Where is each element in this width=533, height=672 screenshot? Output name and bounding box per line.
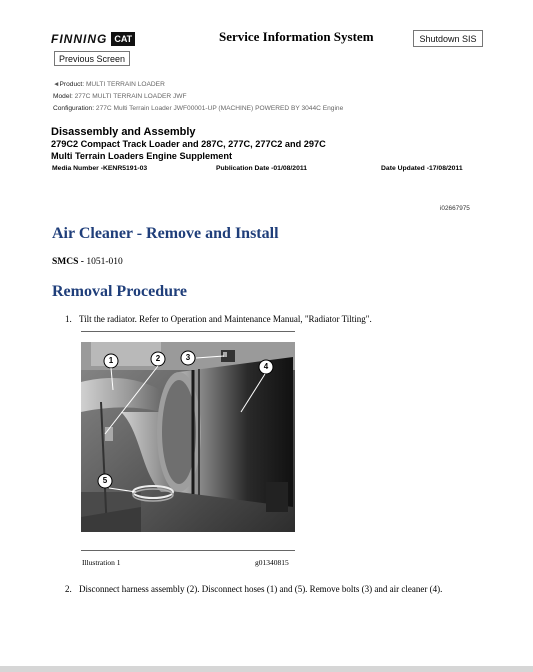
- model-label: Model:: [53, 93, 73, 100]
- logo-text: FINNING: [51, 32, 108, 46]
- illustration-bottom-rule: [81, 550, 295, 551]
- removal-procedure-heading: Removal Procedure: [52, 283, 187, 300]
- shutdown-sis-button[interactable]: Shutdown SIS: [413, 30, 483, 47]
- step-1: [65, 313, 499, 325]
- step-1-number: 1.: [65, 314, 72, 324]
- section-subtitle-2: Multi Terrain Loaders Engine Supplement: [51, 151, 233, 161]
- product-value: MULTI TERRAIN LOADER: [85, 81, 165, 88]
- product-label: Product:: [59, 81, 85, 88]
- media-number: Media Number -KENR5191-03: [52, 165, 148, 172]
- model-line: [53, 93, 187, 100]
- smcs-value: 1051-010: [86, 257, 123, 267]
- finning-cat-logo: [51, 29, 135, 49]
- product-line: [53, 81, 165, 88]
- back-arrow-icon[interactable]: ◄: [53, 81, 60, 88]
- model-value: 277C MULTI TERRAIN LOADER JWF: [74, 93, 187, 100]
- air-cleaner-illustration: [81, 342, 295, 532]
- system-title: Service Information System: [219, 29, 374, 44]
- cat-badge: CAT: [111, 32, 135, 46]
- callout-4-label: 4: [263, 362, 269, 371]
- callout-5-label: 5: [102, 476, 108, 485]
- callout-1-label: 1: [108, 356, 114, 365]
- callout-2-label: 2: [155, 354, 161, 363]
- illustration-reference: g01340815: [255, 558, 289, 567]
- configuration-line: [53, 105, 343, 112]
- step-2-text: Disconnect harness assembly (2). Disconnect hoses (1) and (5). Remove bolts (3) and air cleaner (4).: [79, 584, 443, 594]
- callout-3-label: 3: [185, 353, 191, 362]
- step-1-text: Tilt the radiator. Refer to Operation and Maintenance Manual, "Radiator Tilting".: [79, 314, 372, 324]
- illustration-label: Illustration 1: [82, 558, 121, 567]
- smcs-label: SMCS -: [52, 257, 84, 267]
- section-subtitle: 279C2 Compact Track Loader and 287C, 277C, 277C2 and 297C: [51, 139, 326, 149]
- date-updated: Date Updated -17/08/2011: [381, 165, 463, 172]
- illustration-top-rule: [81, 331, 295, 332]
- step-2-number: 2.: [65, 584, 72, 594]
- publication-date: Publication Date -01/08/2011: [216, 165, 308, 172]
- smcs-code: [52, 257, 123, 267]
- page-bottom-bar: [0, 666, 533, 672]
- article-heading: Air Cleaner - Remove and Install: [52, 225, 279, 242]
- step-2: [65, 583, 474, 595]
- previous-screen-button[interactable]: Previous Screen: [54, 51, 130, 66]
- section-title: Disassembly and Assembly: [51, 126, 196, 138]
- configuration-value: 277C Multi Terrain Loader JWF00001-UP (MACHINE) POWERED BY 3044C Engine: [95, 105, 344, 112]
- callout-leader-lines: [81, 342, 295, 532]
- document-id: i02667975: [440, 205, 470, 212]
- configuration-label: Configuration:: [53, 105, 95, 112]
